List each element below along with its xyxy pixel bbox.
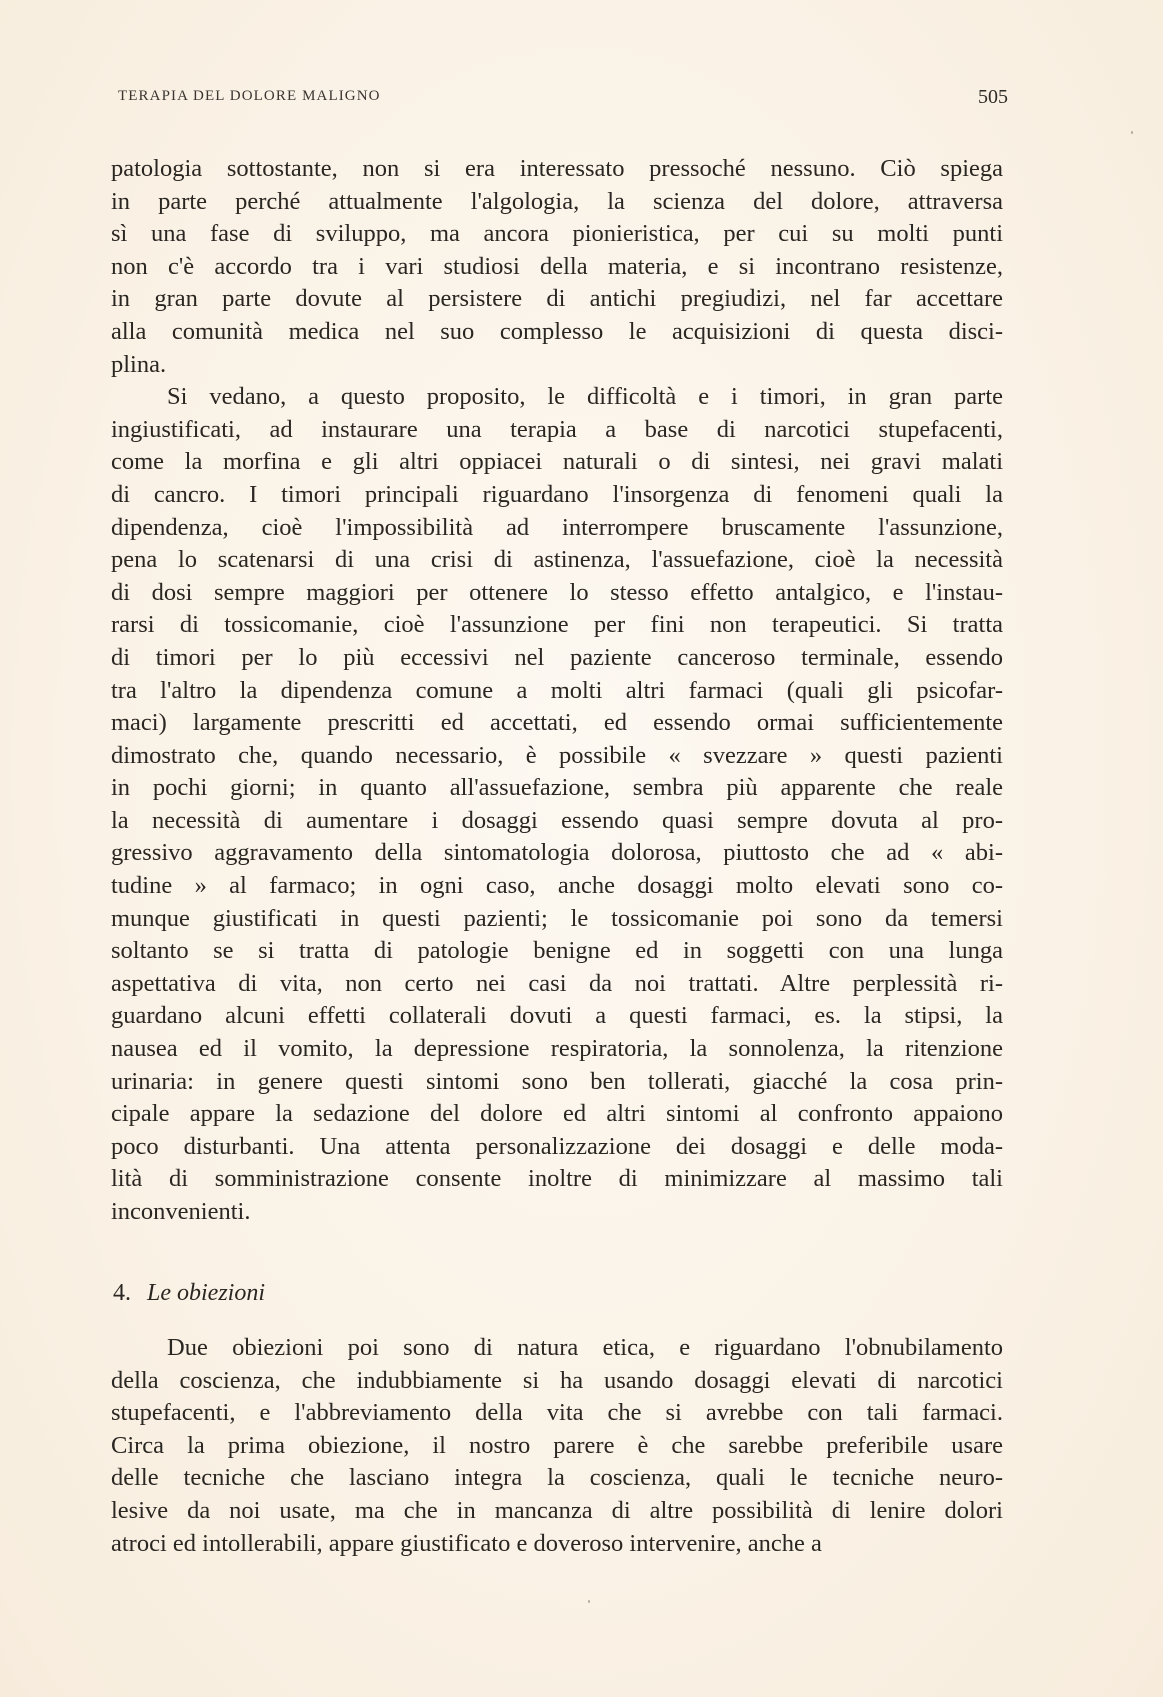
text-line: nausea ed il vomito, la depressione respiratoria, la sonnolenza, la ritenzione xyxy=(111,1035,1003,1063)
section-body-text xyxy=(111,1332,1003,1560)
text-line: stupefacenti, e l'abbreviamento della vita che si avrebbe con tali farmaci. xyxy=(111,1399,1003,1427)
paper-speck xyxy=(1131,131,1133,134)
text-line: sì una fase di sviluppo, ma ancora pionieristica, per cui su molti punti xyxy=(111,220,1003,248)
text-line: lesive da noi usate, ma che in mancanza di altre possibilità di lenire dolori xyxy=(111,1496,1003,1524)
text-line: come la morfina e gli altri oppiacei naturali o di sintesi, nei gravi malati xyxy=(111,448,1003,476)
text-line: di dosi sempre maggiori per ottenere lo stesso effetto antalgico, e l'instau- xyxy=(111,578,1003,606)
text-line: dimostrato che, quando necessario, è possibile « svezzare » questi pazienti xyxy=(111,741,1003,769)
text-line: atroci ed intollerabili, appare giustificato e doveroso intervenire, anche a xyxy=(111,1529,822,1557)
section-title: Le obiezioni xyxy=(147,1280,265,1306)
text-line: soltanto se si tratta di patologie benigne ed in soggetti con una lunga xyxy=(111,937,1003,965)
paper-speck xyxy=(588,1600,590,1603)
text-line: rarsi di tossicomanie, cioè l'assunzione per fini non terapeutici. Si tratta xyxy=(111,611,1003,639)
text-line: la necessità di aumentare i dosaggi essendo quasi sempre dovuta al pro- xyxy=(111,806,1003,834)
text-line: cipale appare la sedazione del dolore ed altri sintomi al confronto appaiono xyxy=(111,1100,1003,1128)
text-line: plina. xyxy=(111,350,167,378)
text-line: in pochi giorni; in quanto all'assuefazione, sembra più apparente che reale xyxy=(111,774,1003,802)
text-line: tra l'altro la dipendenza comune a molti altri farmaci (quali gli psicofar- xyxy=(111,676,1003,704)
text-line: guardano alcuni effetti collaterali dovuti a questi farmaci, es. la stipsi, la xyxy=(111,1002,1003,1030)
text-line: in gran parte dovute al persistere di antichi pregiudizi, nel far accettare xyxy=(111,285,1003,313)
text-line: inconvenienti. xyxy=(111,1198,251,1225)
text-line: Due obiezioni poi sono di natura etica, e riguardano l'obnubilamento xyxy=(167,1334,1003,1361)
text-line: aspettativa di vita, non certo nei casi da noi trattati. Altre perplessità ri- xyxy=(111,969,1003,997)
text-line: gressivo aggravamento della sintomatologia dolorosa, piuttosto che ad « abi- xyxy=(111,839,1003,867)
text-line: dipendenza, cioè l'impossibilità ad interrompere bruscamente l'assunzione, xyxy=(111,513,1003,541)
text-line: Circa la prima obiezione, il nostro parere è che sarebbe preferibile usare xyxy=(111,1431,1003,1459)
text-line: munque giustificati in questi pazienti; le tossicomanie poi sono da temersi xyxy=(111,904,1003,932)
text-line: delle tecniche che lasciano integra la coscienza, quali le tecniche neuro- xyxy=(111,1464,1003,1492)
text-line: lità di somministrazione consente inoltre di minimizzare al massimo tali xyxy=(111,1165,1003,1193)
section-number: 4. xyxy=(113,1280,131,1306)
running-head xyxy=(118,88,1008,112)
text-line: patologia sottostante, non si era interessato pressoché nessuno. Ciò spiega xyxy=(111,155,1003,182)
page-number: 505 xyxy=(978,86,1008,108)
text-line: non c'è accordo tra i vari studiosi della materia, e si incontrano resistenze, xyxy=(111,252,1003,280)
text-line: alla comunità medica nel suo complesso le acquisizioni di questa disci- xyxy=(111,317,1003,345)
text-line: poco disturbanti. Una attenta personalizzazione dei dosaggi e delle moda- xyxy=(111,1132,1003,1160)
text-line: ingiustificati, ad instaurare una terapia a base di narcotici stupefacenti, xyxy=(111,415,1003,443)
text-line: della coscienza, che indubbiamente si ha usando dosaggi elevati di narcotici xyxy=(111,1366,1003,1394)
text-line: Si vedano, a questo proposito, le difficoltà e i timori, in gran parte xyxy=(167,383,1003,411)
text-line: di timori per lo più eccessivi nel paziente canceroso terminale, essendo xyxy=(111,643,1003,671)
text-line: di cancro. I timori principali riguardano l'insorgenza di fenomeni quali la xyxy=(111,480,1003,508)
text-line: pena lo scatenarsi di una crisi di astinenza, l'assuefazione, cioè la necessità xyxy=(111,546,1003,574)
text-line: urinaria: in genere questi sintomi sono ben tollerati, giacché la cosa prin- xyxy=(111,1067,1003,1095)
running-title: TERAPIA DEL DOLORE MALIGNO xyxy=(118,88,381,104)
body-text xyxy=(111,153,1003,1229)
section-heading xyxy=(113,1277,265,1309)
text-line: tudine » al farmaco; in ogni caso, anche dosaggi molto elevati sono co- xyxy=(111,872,1003,900)
text-line: in parte perché attualmente l'algologia, la scienza del dolore, attraversa xyxy=(111,187,1003,215)
text-line: maci) largamente prescritti ed accettati, ed essendo ormai sufficientemente xyxy=(111,709,1003,737)
